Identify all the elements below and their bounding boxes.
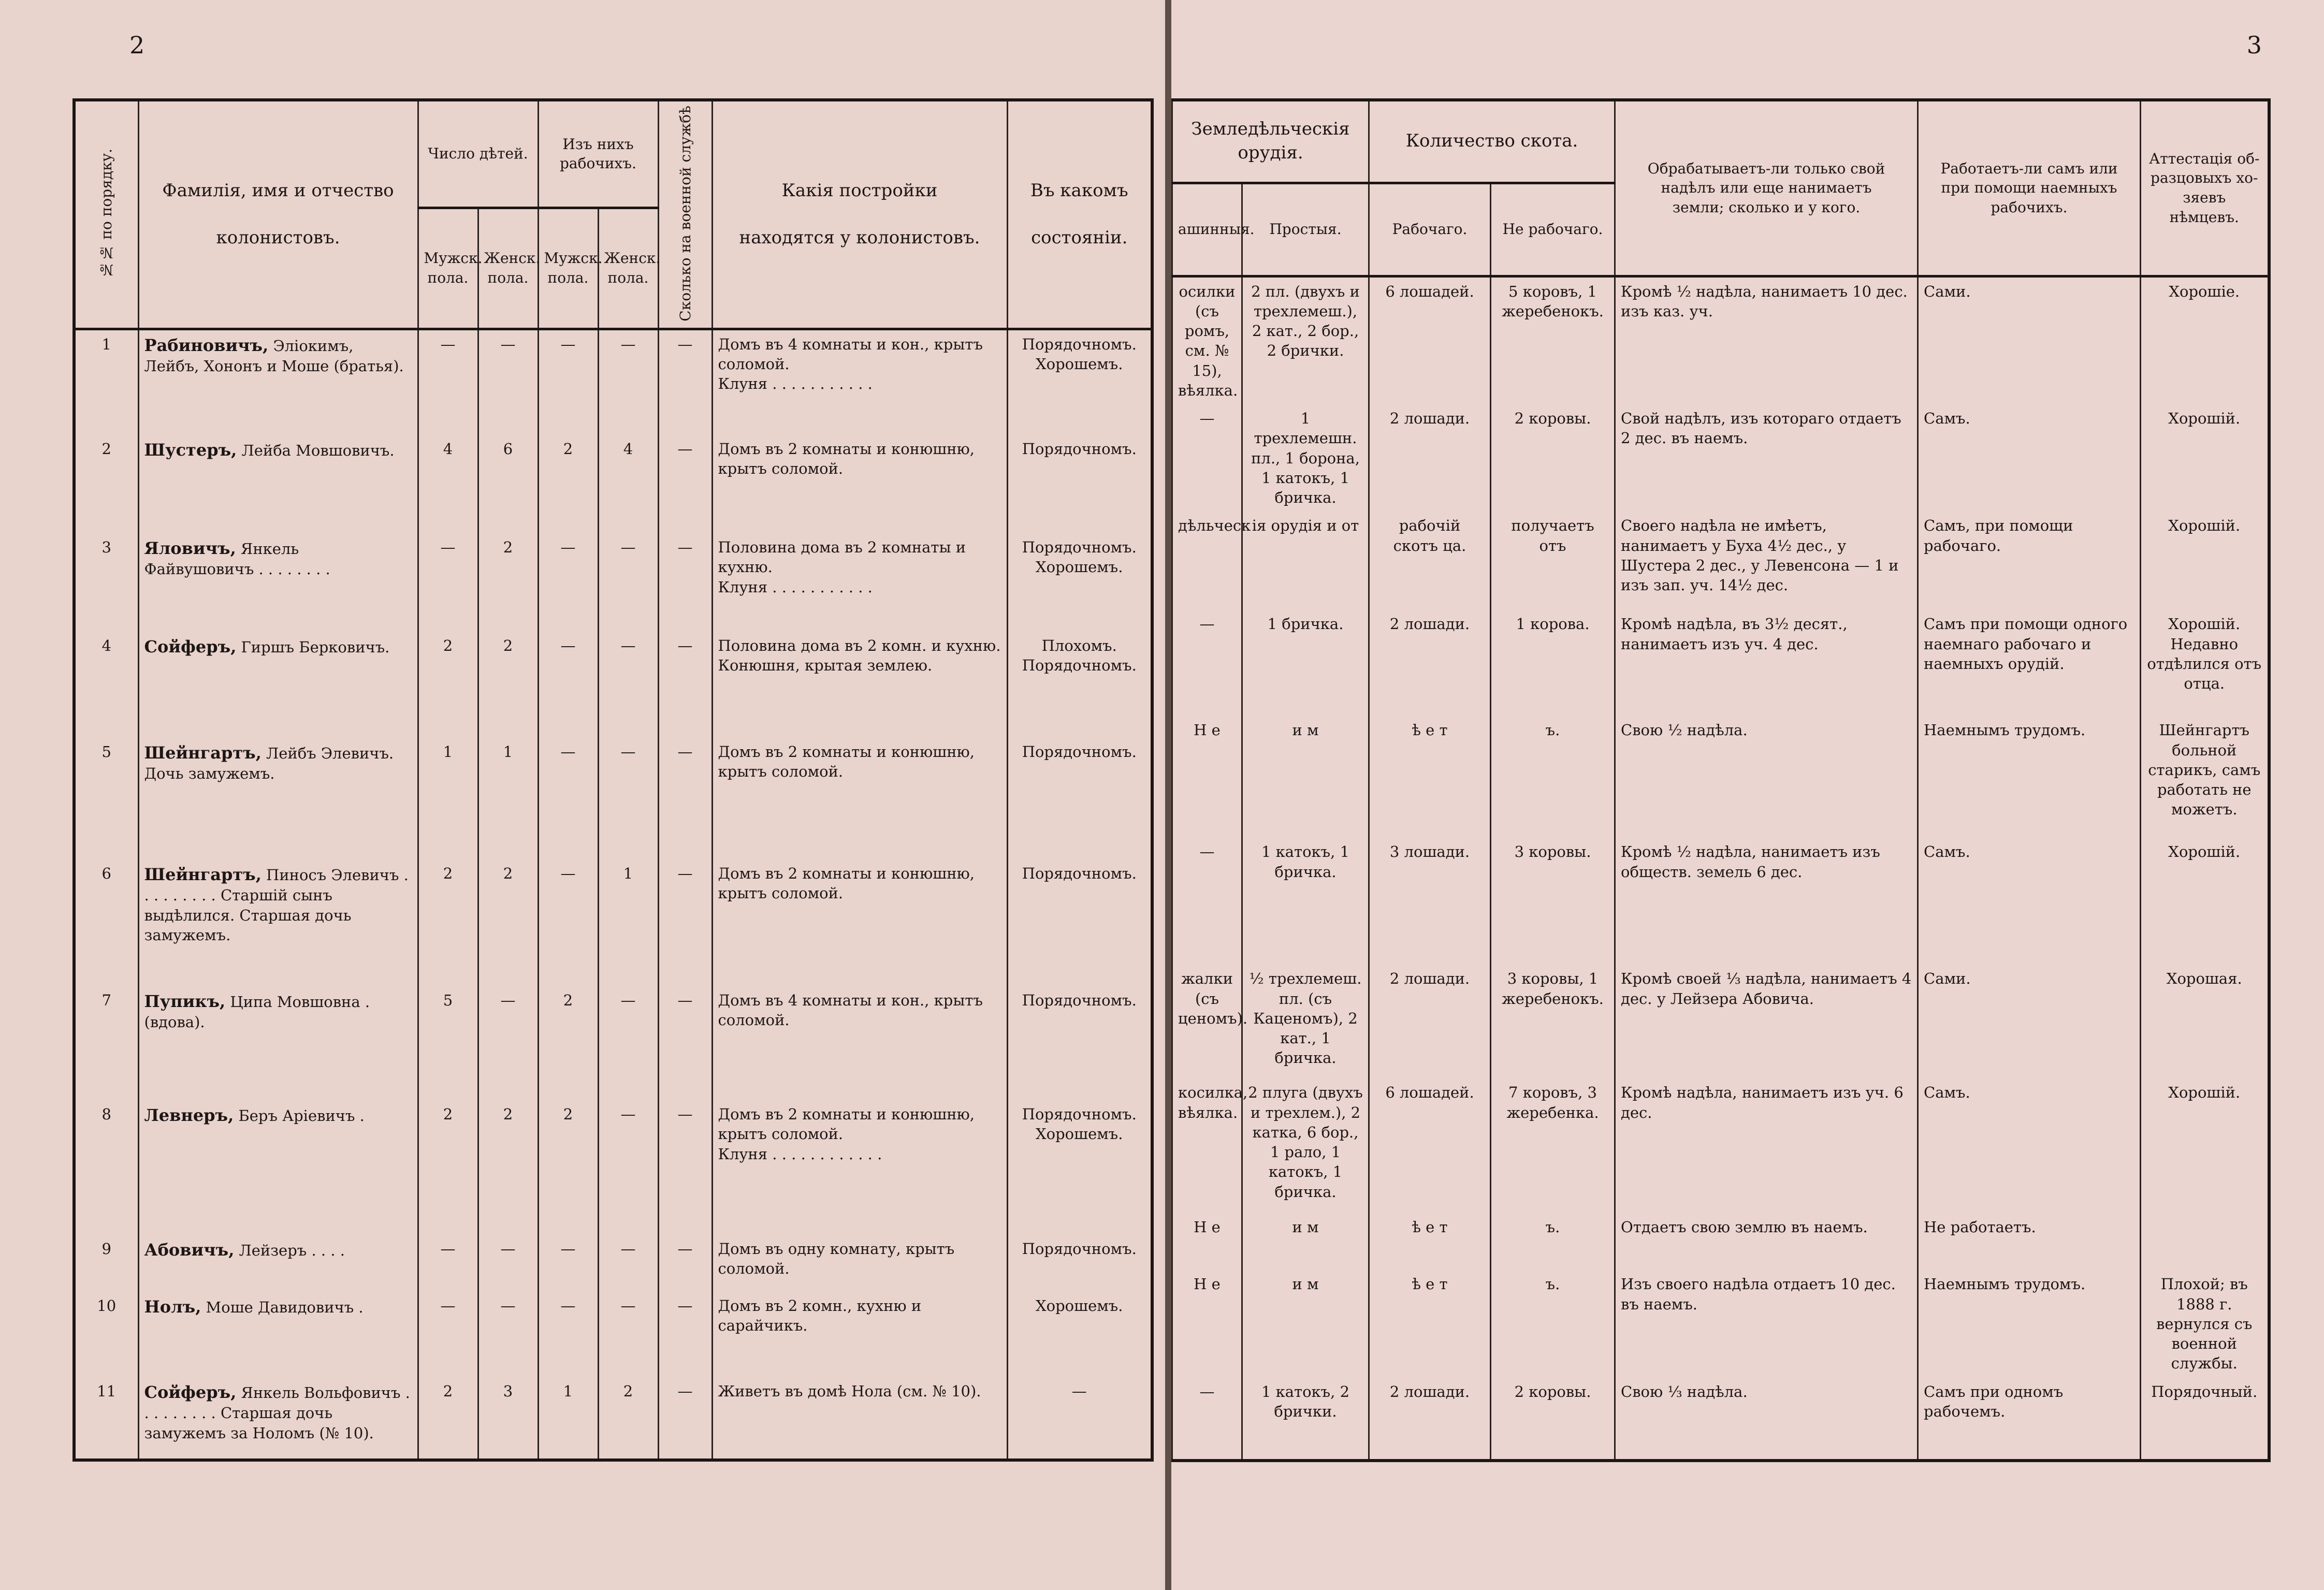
count-mil: — — [658, 329, 712, 435]
attestation — [2141, 1213, 2269, 1270]
count-ch-m: 4 — [418, 435, 478, 533]
building-entry: Клуня . . . . . . . . . . . . — [718, 1145, 882, 1163]
colonist-given-names: Моше Давидовичъ . — [206, 1299, 364, 1317]
attestation: Плохой; въ 1888 г. вернулся съ военной службы. — [2141, 1270, 2269, 1377]
count-ch-m: 2 — [418, 1377, 478, 1460]
colonist-given-names: Лейба Мовшовичъ. — [241, 442, 395, 460]
colonist-given-names: Янкель Вольфовичъ . . . . . . . . . Старшая дочь замужемъ за Ноломъ (№ 10). — [144, 1384, 410, 1442]
count-w-f: — — [598, 1292, 658, 1377]
count-w-f: — — [598, 329, 658, 435]
condition-cell — [1007, 435, 1152, 533]
table-row — [1172, 610, 2269, 716]
nonworking-livestock: 3 коровы. — [1491, 838, 1615, 965]
attestation: Шейнгартъ больной старикъ, самъ работать не можетъ. — [2141, 716, 2269, 838]
condition-cell — [1007, 632, 1152, 738]
count-w-m: 1 — [538, 1377, 598, 1460]
labor-method: Самъ. — [1918, 404, 2141, 512]
simple-tools: 1 катокъ, 2 брички. — [1242, 1378, 1369, 1461]
nonworking-livestock: 3 коровы, 1 жеребенокъ. — [1491, 965, 1615, 1078]
colonist-surname: Сойферъ, — [144, 637, 237, 657]
simple-tools: 1 катокъ, 1 бричка. — [1242, 838, 1369, 965]
count-mil: — — [658, 859, 712, 986]
header-condition: Въ какомъ состояніи. — [1007, 100, 1152, 329]
condition-entry: Плохомъ. — [1041, 637, 1117, 655]
page-number-right: 3 — [2246, 31, 2262, 59]
simple-tools: 2 пл. (двухъ и трехлемеш.), 2 кат., 2 бор., 2 брички. — [1242, 276, 1369, 404]
condition-entry: Порядочномъ. — [1022, 1105, 1137, 1124]
nonworking-livestock: 1 корова. — [1491, 610, 1615, 716]
colonist-surname: Шейнгартъ, — [144, 865, 262, 885]
count-mil: — — [658, 986, 712, 1100]
colonist-name — [138, 986, 418, 1100]
condition-entry: Порядочномъ. — [1022, 743, 1137, 761]
count-w-m: 2 — [538, 986, 598, 1100]
labor-method: Наемнымъ трудомъ. — [1918, 716, 2141, 838]
header-surname: Фамилія, имя и отчество колонистовъ. — [138, 100, 418, 329]
count-mil: — — [658, 435, 712, 533]
buildings-cell — [712, 986, 1007, 1100]
labor-method: Наемнымъ трудомъ. — [1918, 1270, 2141, 1377]
machine-tools: Н е — [1172, 716, 1242, 838]
count-ch-m: 1 — [418, 738, 478, 859]
colonist-surname: Нолъ, — [144, 1297, 201, 1317]
count-w-f: — — [598, 738, 658, 859]
count-w-f: — — [598, 986, 658, 1100]
count-mil: — — [658, 1100, 712, 1235]
colonist-surname: Левнеръ, — [144, 1105, 234, 1126]
land-use: Кромѣ ½ надѣла, нанимаетъ изъ обществ. земель 6 дес. — [1615, 838, 1918, 965]
nonworking-livestock: 2 коровы. — [1491, 1378, 1615, 1461]
colonist-name — [138, 533, 418, 632]
table-row — [74, 329, 1152, 435]
buildings-cell — [712, 1292, 1007, 1377]
table-row — [1172, 838, 2269, 965]
machine-tools: Н е — [1172, 1270, 1242, 1377]
table-row — [1172, 1213, 2269, 1270]
count-ch-f: — — [478, 329, 538, 435]
colonist-surname: Шустеръ, — [144, 440, 237, 460]
colonist-given-names: Лейзеръ . . . . — [239, 1242, 345, 1260]
working-livestock: 3 лошади. — [1369, 838, 1491, 965]
buildings-cell — [712, 329, 1007, 435]
attestation: Хорошій. — [2141, 512, 2269, 610]
simple-tools: и м — [1242, 716, 1369, 838]
right-page — [1171, 0, 2324, 1590]
row-number: 7 — [74, 986, 138, 1100]
colonist-surname: Шейнгартъ, — [144, 743, 262, 763]
count-mil: — — [658, 533, 712, 632]
colonist-given-names: Гиршъ Берковичъ. — [241, 638, 390, 657]
header-machines: ашинныя. — [1172, 183, 1242, 276]
building-entry: Живетъ въ домѣ Нола (см. № 10). — [718, 1382, 981, 1401]
labor-method: Самъ, при помощи рабочаго. — [1918, 512, 2141, 610]
attestation: Хорошіе. — [2141, 276, 2269, 404]
header-children-male: Мужск. пола. — [418, 208, 478, 329]
page-number-left: 2 — [129, 31, 145, 59]
count-ch-m: 2 — [418, 859, 478, 986]
simple-tools: и м — [1242, 1213, 1369, 1270]
working-livestock: рабочій скотъ ца. — [1369, 512, 1491, 610]
count-ch-f: 2 — [478, 1100, 538, 1235]
header-attestation: Аттестація об- разцовыхъ хо- зяевъ нѣмцевъ. — [2141, 100, 2269, 276]
colonist-name — [138, 329, 418, 435]
count-w-f: — — [598, 1235, 658, 1292]
count-ch-f: — — [478, 986, 538, 1100]
land-use: Своего надѣла не имѣетъ, нанимаетъ у Буха 4½ дес., у Шустера 2 дес., у Левенсона — 1 и изъ зап. уч. 14½ дес. — [1615, 512, 1918, 610]
colonist-name — [138, 859, 418, 986]
header-working-stock: Рабочаго. — [1369, 183, 1491, 276]
buildings-cell — [712, 859, 1007, 986]
colonist-name — [138, 435, 418, 533]
count-ch-m: — — [418, 1235, 478, 1292]
machine-tools: — — [1172, 404, 1242, 512]
condition-cell — [1007, 329, 1152, 435]
building-entry: Домъ въ 2 комн., кухню и сарайчикъ. — [718, 1297, 922, 1335]
colonist-given-names: Ципа Мовшовна . (вдова). — [144, 993, 370, 1031]
count-ch-m: 2 — [418, 1100, 478, 1235]
count-ch-f: 2 — [478, 859, 538, 986]
working-livestock: 6 лошадей. — [1369, 276, 1491, 404]
attestation: Хорошій. — [2141, 838, 2269, 965]
row-number: 5 — [74, 738, 138, 859]
header-buildings: Какія постройки находятся у колонистовъ. — [712, 100, 1007, 329]
condition-cell — [1007, 738, 1152, 859]
row-number: 2 — [74, 435, 138, 533]
land-use: Кромѣ ½ надѣла, нанимаетъ 10 дес. изъ каз. уч. — [1615, 276, 1918, 404]
count-w-f: — — [598, 533, 658, 632]
header-simple: Простыя. — [1242, 183, 1369, 276]
land-use: Свою ⅓ надѣла. — [1615, 1378, 1918, 1461]
working-livestock: 2 лошади. — [1369, 965, 1491, 1078]
condition-entry: — — [1071, 1382, 1087, 1401]
working-livestock: 2 лошади. — [1369, 404, 1491, 512]
row-number: 1 — [74, 329, 138, 435]
count-w-f: — — [598, 1100, 658, 1235]
attestation: Хорошій. — [2141, 404, 2269, 512]
land-use: Кромѣ надѣла, въ 3½ десят., нанимаетъ изъ уч. 4 дес. — [1615, 610, 1918, 716]
colonist-surname: Пупикъ, — [144, 991, 226, 1012]
buildings-cell — [712, 1100, 1007, 1235]
table-row — [1172, 512, 2269, 610]
header-children-female: Женск. пола. — [478, 208, 538, 329]
header-children: Число дѣтей. — [418, 100, 538, 208]
row-number: 10 — [74, 1292, 138, 1377]
table-row — [74, 859, 1152, 986]
row-number: 3 — [74, 533, 138, 632]
count-ch-f: — — [478, 1292, 538, 1377]
condition-entry: Хорошемъ. — [1036, 1297, 1123, 1315]
header-labor: Работаетъ-ли самъ или при помощи наемныхъ рабочихъ. — [1918, 100, 2141, 276]
table-row — [74, 1100, 1152, 1235]
labor-method: Самъ. — [1918, 1078, 2141, 1213]
count-ch-f: 2 — [478, 533, 538, 632]
condition-entry: Порядочномъ. — [1022, 865, 1137, 883]
header-workers-female: Женск. пола. — [598, 208, 658, 329]
colonist-given-names: Эліокимъ, Лейбъ, Хононъ и Моше (братья). — [144, 337, 404, 375]
condition-cell — [1007, 859, 1152, 986]
count-w-f: 2 — [598, 1377, 658, 1460]
machine-tools: — — [1172, 838, 1242, 965]
attestation: Хорошій. Недавно отдѣлился отъ отца. — [2141, 610, 2269, 716]
machine-tools: осилки (съ ромъ, см. № 15), вѣялка. — [1172, 276, 1242, 404]
nonworking-livestock: 5 коровъ, 1 жеребенокъ. — [1491, 276, 1615, 404]
table-row — [1172, 716, 2269, 838]
building-entry: Домъ въ 2 комнаты и конюшню, крытъ соломой. — [718, 865, 975, 902]
working-livestock: ѣ е т — [1369, 716, 1491, 838]
building-entry: Домъ въ 4 комнаты и кон., крытъ соломой. — [718, 991, 983, 1029]
building-entry: Домъ въ 4 комнаты и кон., крытъ соломой. — [718, 335, 983, 373]
table-row — [1172, 404, 2269, 512]
count-ch-f: — — [478, 1235, 538, 1292]
nonworking-livestock: ъ. — [1491, 1270, 1615, 1377]
land-use: Кромѣ своей ⅓ надѣла, нанимаетъ 4 дес. у Лейзера Абовича. — [1615, 965, 1918, 1078]
colonist-given-names: Янкель Файвушовичъ . . . . . . . . — [144, 540, 330, 578]
colonist-name — [138, 1377, 418, 1460]
nonworking-livestock: получаетъ отъ — [1491, 512, 1615, 610]
building-entry: Клуня . . . . . . . . . . . — [718, 375, 873, 393]
count-w-m: — — [538, 1235, 598, 1292]
nonworking-livestock: ъ. — [1491, 716, 1615, 838]
header-order-no: №№ по порядку. — [74, 100, 138, 329]
buildings-cell — [712, 738, 1007, 859]
buildings-cell — [712, 533, 1007, 632]
nonworking-livestock: 7 коровъ, 3 жеребенка. — [1491, 1078, 1615, 1213]
header-nonworking-stock: Не рабочаго. — [1491, 183, 1615, 276]
count-ch-m: — — [418, 1292, 478, 1377]
header-tools: Земледѣльческія орудія. — [1172, 100, 1369, 183]
count-w-f: — — [598, 632, 658, 738]
condition-cell — [1007, 1292, 1152, 1377]
condition-entry: Порядочномъ. — [1022, 657, 1137, 675]
colonist-surname: Сойферъ, — [144, 1382, 237, 1403]
condition-cell — [1007, 1235, 1152, 1292]
condition-cell — [1007, 1100, 1152, 1235]
nonworking-livestock: ъ. — [1491, 1213, 1615, 1270]
condition-entry: Порядочномъ. — [1022, 538, 1137, 557]
labor-method: Самъ при одномъ рабочемъ. — [1918, 1378, 2141, 1461]
land-use: Кромѣ надѣла, нанимаетъ изъ уч. 6 дес. — [1615, 1078, 1918, 1213]
attestation: Хорошая. — [2141, 965, 2269, 1078]
working-livestock: 2 лошади. — [1369, 1378, 1491, 1461]
working-livestock: 2 лошади. — [1369, 610, 1491, 716]
simple-tools: и м — [1242, 1270, 1369, 1377]
machine-tools: жалки (съ ценомъ). — [1172, 965, 1242, 1078]
table-row — [74, 435, 1152, 533]
row-number: 8 — [74, 1100, 138, 1235]
row-number: 9 — [74, 1235, 138, 1292]
machine-tools: — — [1172, 610, 1242, 716]
count-mil: — — [658, 1235, 712, 1292]
count-ch-m: 2 — [418, 632, 478, 738]
count-w-m: 2 — [538, 1100, 598, 1235]
building-entry: Клуня . . . . . . . . . . . — [718, 578, 873, 596]
header-workers-male: Мужск. пола. — [538, 208, 598, 329]
condition-entry: Порядочномъ. — [1022, 1240, 1137, 1258]
count-ch-f: 3 — [478, 1377, 538, 1460]
count-ch-m: 5 — [418, 986, 478, 1100]
table-row — [74, 632, 1152, 738]
building-entry: Домъ въ 2 комнаты и конюшню, крытъ соломой. — [718, 743, 975, 781]
table-row — [1172, 1378, 2269, 1461]
condition-cell — [1007, 1377, 1152, 1460]
colonist-surname: Рабиновичъ, — [144, 335, 269, 355]
working-livestock: ѣ е т — [1369, 1213, 1491, 1270]
buildings-cell — [712, 632, 1007, 738]
condition-entry: Порядочномъ. — [1022, 335, 1137, 353]
colonist-given-names: Лейбъ Элевичъ. Дочь замужемъ. — [144, 745, 394, 783]
count-w-m: — — [538, 533, 598, 632]
building-entry: Домъ въ 2 комнаты и конюшню, крытъ соломой. — [718, 440, 975, 478]
simple-tools: 1 трехлемешн. пл., 1 борона, 1 катокъ, 1 бричка. — [1242, 404, 1369, 512]
land-use: Свою ½ надѣла. — [1615, 716, 1918, 838]
count-w-m: — — [538, 738, 598, 859]
count-mil: — — [658, 1377, 712, 1460]
simple-tools: 1 бричка. — [1242, 610, 1369, 716]
count-ch-f: 1 — [478, 738, 538, 859]
building-entry: Домъ въ 2 комнаты и конюшню, крытъ соломой. — [718, 1105, 975, 1143]
table-row — [74, 1235, 1152, 1292]
land-use: Свой надѣлъ, изъ котораго отдаетъ 2 дес. въ наемъ. — [1615, 404, 1918, 512]
colonist-name — [138, 1100, 418, 1235]
simple-tools: 2 плуга (двухъ и трехлем.), 2 катка, 6 бор., 1 рало, 1 катокъ, 1 бричка. — [1242, 1078, 1369, 1213]
table-row — [74, 1292, 1152, 1377]
colonist-surname: Яловичъ, — [144, 538, 236, 559]
labor-method: Самъ при помощи одного наемнаго рабочаго и наемныхъ орудій. — [1918, 610, 2141, 716]
nonworking-livestock: 2 коровы. — [1491, 404, 1615, 512]
count-ch-m: — — [418, 533, 478, 632]
buildings-cell — [712, 1377, 1007, 1460]
count-w-m: 2 — [538, 435, 598, 533]
count-w-m: — — [538, 859, 598, 986]
condition-cell — [1007, 533, 1152, 632]
attestation: Порядочный. — [2141, 1378, 2269, 1461]
table-row — [1172, 1078, 2269, 1213]
table-row — [1172, 276, 2269, 404]
condition-entry: Порядочномъ. — [1022, 991, 1137, 1010]
machine-tools: дѣльческ — [1172, 512, 1242, 610]
colonist-surname: Абовичъ, — [144, 1240, 235, 1260]
condition-entry: Порядочномъ. — [1022, 440, 1137, 458]
building-entry: Половина дома въ 2 комнаты и кухню. — [718, 538, 966, 576]
labor-method: Не работаетъ. — [1918, 1213, 2141, 1270]
count-mil: — — [658, 632, 712, 738]
simple-tools: ½ трехлемеш. пл. (съ Каценомъ), 2 кат., 1 бричка. — [1242, 965, 1369, 1078]
header-military: Сколько на военной службѣ — [658, 100, 712, 329]
table-row — [74, 1377, 1152, 1460]
building-entry: Домъ въ одну комнату, крытъ соломой. — [718, 1240, 955, 1278]
colonist-given-names: Пиносъ Элевичъ . . . . . . . . . Старшій сынъ выдѣлился. Старшая дочь замужемъ. — [144, 866, 409, 944]
count-mil: — — [658, 738, 712, 859]
condition-entry: Хорошемъ. — [1036, 558, 1123, 576]
buildings-cell — [712, 435, 1007, 533]
row-number: 11 — [74, 1377, 138, 1460]
row-number: 4 — [74, 632, 138, 738]
count-w-f: 4 — [598, 435, 658, 533]
building-entry: Половина дома въ 2 комн. и кухню. — [718, 637, 1001, 655]
count-mil: — — [658, 1292, 712, 1377]
table-row — [1172, 965, 2269, 1078]
table-row — [74, 738, 1152, 859]
colonist-name — [138, 1235, 418, 1292]
table-row — [1172, 1270, 2269, 1377]
header-workers: Изъ нихъ рабочихъ. — [538, 100, 658, 208]
land-use: Отдаетъ свою землю въ наемъ. — [1615, 1213, 1918, 1270]
working-livestock: 6 лошадей. — [1369, 1078, 1491, 1213]
colonist-given-names: Беръ Аріевичъ . — [238, 1107, 365, 1125]
machine-tools: косилка, вѣялка. — [1172, 1078, 1242, 1213]
machine-tools: Н е — [1172, 1213, 1242, 1270]
colonist-name — [138, 738, 418, 859]
count-w-f: 1 — [598, 859, 658, 986]
header-land: Обрабатываетъ-ли только свой надѣлъ или еще нанимаетъ земли; сколько и у кого. — [1615, 100, 1918, 276]
machine-tools: — — [1172, 1378, 1242, 1461]
colonist-name — [138, 632, 418, 738]
working-livestock: ѣ е т — [1369, 1270, 1491, 1377]
colonist-ledger-right — [1171, 98, 2271, 1462]
count-w-m: — — [538, 632, 598, 738]
row-number: 6 — [74, 859, 138, 986]
condition-entry: Хорошемъ. — [1036, 1125, 1123, 1143]
labor-method: Сами. — [1918, 965, 2141, 1078]
table-row — [74, 533, 1152, 632]
land-use: Изъ своего надѣла отдаетъ 10 дес. въ наемъ. — [1615, 1270, 1918, 1377]
condition-entry: Хорошемъ. — [1036, 355, 1123, 373]
condition-cell — [1007, 986, 1152, 1100]
colonist-ledger-left — [72, 98, 1154, 1462]
count-ch-m: — — [418, 329, 478, 435]
labor-method: Самъ. — [1918, 838, 2141, 965]
buildings-cell — [712, 1235, 1007, 1292]
simple-tools: ія орудія и от — [1242, 512, 1369, 610]
count-ch-f: 6 — [478, 435, 538, 533]
attestation: Хорошій. — [2141, 1078, 2269, 1213]
header-livestock: Количество скота. — [1369, 100, 1615, 183]
colonist-name — [138, 1292, 418, 1377]
count-w-m: — — [538, 1292, 598, 1377]
building-entry: Конюшня, крытая землею. — [718, 657, 933, 675]
labor-method: Сами. — [1918, 276, 2141, 404]
table-row — [74, 986, 1152, 1100]
count-ch-f: 2 — [478, 632, 538, 738]
count-w-m: — — [538, 329, 598, 435]
